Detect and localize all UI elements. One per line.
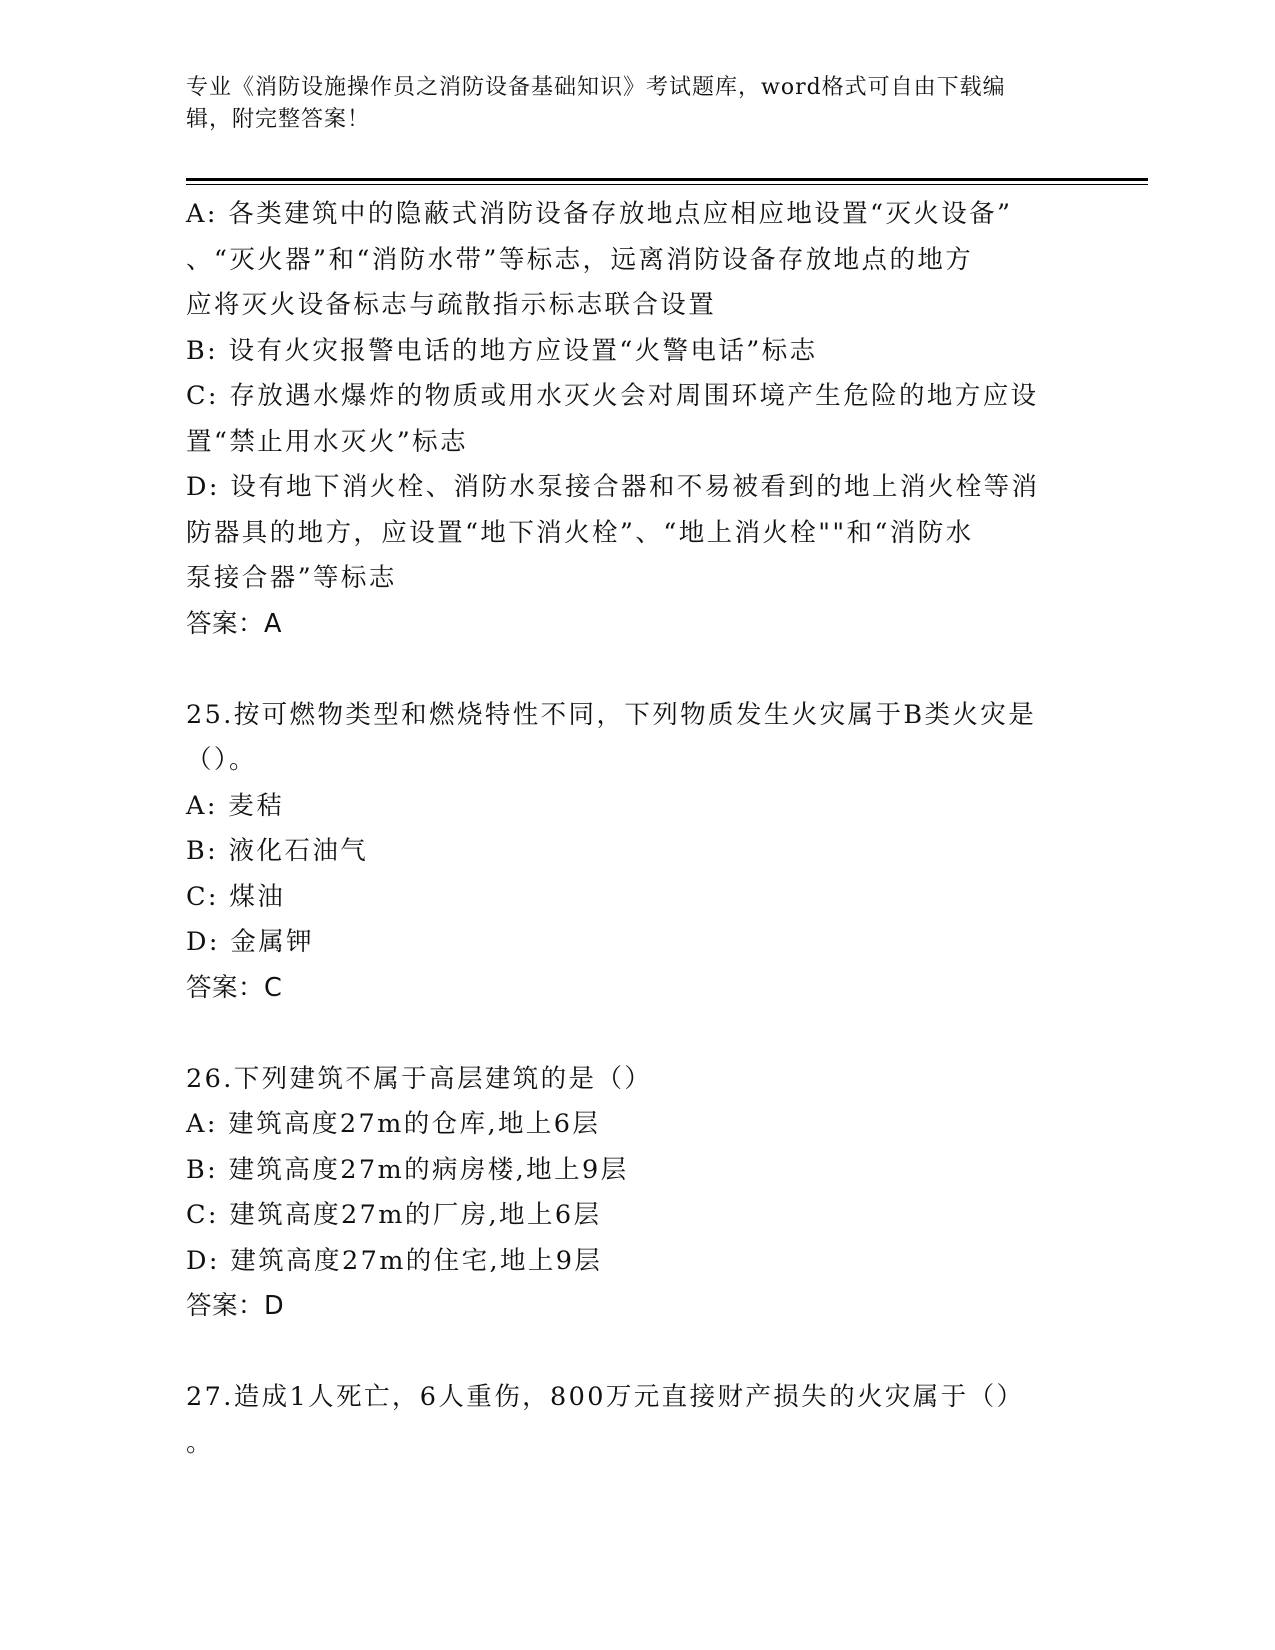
option-d-line-2: 防器具的地方，应设置“地下消火栓”、“地上消火栓""和“消防水 [186, 517, 974, 548]
option-c: C: 建筑高度27m的厂房,地上6层 [186, 1200, 602, 1230]
question-content [186, 192, 1066, 1466]
header-divider-thick [186, 178, 1148, 181]
answer: 答案：A [186, 608, 282, 639]
question-stem-line-2: 。 [186, 1427, 214, 1458]
answer: 答案：C [186, 972, 283, 1003]
option-c-line-2: 置“禁止用水灭火”标志 [186, 426, 468, 457]
option-a: A: 麦秸 [186, 790, 285, 821]
answer: 答案：D [186, 1291, 285, 1321]
header-line-1: 专业《消防设施操作员之消防设备基础知识》考试题库，word格式可自由下载编 [186, 75, 1006, 100]
spacer [186, 647, 1066, 693]
option-c-line-1: C: 存放遇水爆炸的物质或用水灭火会对周围环境产生危险的地方应设 [186, 381, 1039, 411]
option-a-line-1: A: 各类建筑中的隐蔽式消防设备存放地点应相应地设置“灭火设备” [186, 199, 1013, 229]
question-stem-line-1: 25.按可燃物类型和燃烧特性不同，下列物质发生火灾属于B类火灾是 [186, 699, 1037, 730]
header-divider-thin [186, 184, 1148, 185]
spacer [186, 1330, 1066, 1376]
question-24 [186, 192, 1066, 647]
option-a-line-2: 、“灭火器”和“消防水带”等标志，远离消防设备存放地点的地方 [186, 244, 974, 275]
option-b: B: 液化石油气 [186, 836, 369, 866]
spacer [186, 1011, 1066, 1057]
option-d-line-3: 泵接合器”等标志 [186, 563, 397, 593]
option-d: D: 建筑高度27m的住宅,地上9层 [186, 1245, 603, 1276]
option-b: B: 建筑高度27m的病房楼,地上9层 [186, 1154, 629, 1185]
question-27 [186, 1375, 1066, 1466]
question-25 [186, 693, 1066, 1012]
header-line-2: 辑，附完整答案！ [186, 107, 371, 132]
option-d-line-1: D: 设有地下消火栓、消防水泵接合器和不易被看到的地上消火栓等消 [186, 472, 1040, 502]
question-stem: 26.下列建筑不属于高层建筑的是（） [186, 1063, 653, 1094]
option-d: D: 金属钾 [186, 927, 315, 957]
option-b: B: 设有火灾报警电话的地方应设置“火警电话”标志 [186, 335, 818, 366]
page-header [186, 72, 1066, 136]
question-stem-line-2: （）。 [186, 745, 257, 775]
option-c: C: 煤油 [186, 881, 286, 912]
question-stem-line-1: 27.造成1人死亡，6人重伤，800万元直接财产损失的火灾属于（） [186, 1382, 1025, 1412]
option-a-line-3: 应将灭火设备标志与疏散指示标志联合设置 [186, 290, 717, 320]
option-a: A: 建筑高度27m的仓库,地上6层 [186, 1109, 601, 1139]
question-26 [186, 1057, 1066, 1330]
